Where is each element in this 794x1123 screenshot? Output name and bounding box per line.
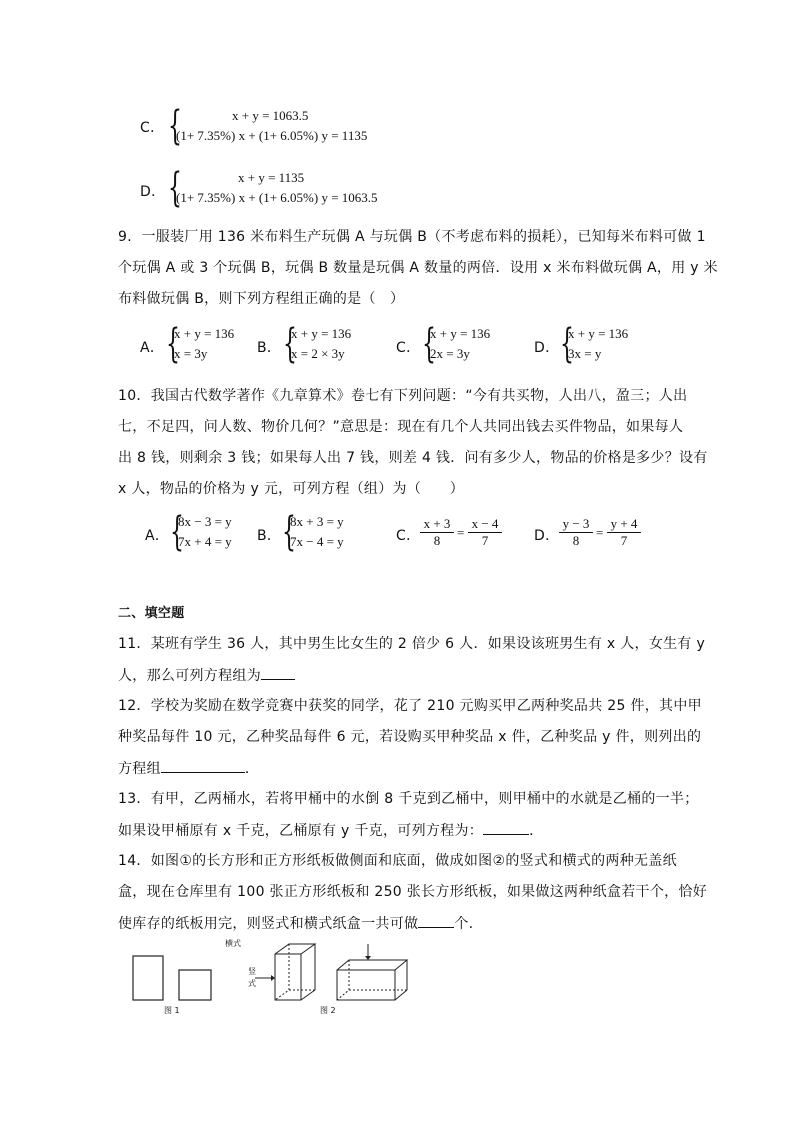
- arrow-head-icon: [271, 975, 275, 981]
- equation-row: 3x = y: [568, 346, 602, 361]
- q14-text: 使库存的纸板用完，则竖式和横式纸盒一共可做: [118, 916, 419, 932]
- q13-text-end: ．: [529, 823, 544, 839]
- q10-text-line: 出 8 钱，则剩余 3 钱；如果每人出 7 钱，则差 4 钱．问有多少人，物品的价格是多少？设有: [118, 450, 708, 466]
- fraction-denominator: 8: [433, 533, 441, 548]
- equation-row: 8x − 3 = y: [178, 514, 232, 529]
- rectangle-board-icon: [133, 956, 163, 1000]
- q10-option-b-system: [282, 509, 362, 555]
- q14-text-end: 个.: [454, 916, 474, 932]
- q14-text-line: 14．如图①的长方形和正方形纸板做侧面和底面，做成如图②的竖式和横式的两种无盖纸: [118, 853, 677, 869]
- q11-text-line: [118, 665, 295, 686]
- q12-text-end: ．: [244, 761, 260, 777]
- q9-text-line: 布料做玩偶 B，则下列方程组正确的是（ ）: [118, 291, 405, 307]
- fraction-denominator: 8: [572, 533, 580, 548]
- fraction: [607, 516, 641, 549]
- equation-row: x + y = 136: [430, 326, 491, 341]
- equation-row: x = 2 × 3y: [291, 346, 345, 361]
- q13-text: 如果设甲桶原有 x 千克，乙桶原有 y 千克，可列方程为：: [118, 823, 484, 839]
- fraction-numerator: x − 4: [468, 516, 502, 533]
- equals-sign: =: [596, 525, 604, 540]
- q13-text-line: 13．有甲，乙两桶水，若将甲桶中的水倒 8 千克到乙桶中，则甲桶中的水就是乙桶的一半；: [118, 791, 699, 807]
- q8-option-c-label: C．: [140, 120, 165, 136]
- equation-row: 8x + 3 = y: [290, 514, 344, 529]
- brace-icon: {: [170, 509, 184, 555]
- figure-caption-1: 图 1: [164, 1006, 180, 1015]
- equals-sign: =: [457, 525, 465, 540]
- arrow-head-icon: [365, 956, 371, 960]
- equation-row: (1+ 7.35%) x + (1+ 6.05%) y = 1063.5: [176, 190, 378, 205]
- q10-text-line: x 人，物品的价格为 y 元，可列方程（组）为（ ）: [118, 481, 465, 497]
- answer-blank[interactable]: [483, 820, 529, 835]
- q10-option-c-label: C．: [396, 528, 421, 544]
- fraction-numerator: x + 3: [420, 516, 454, 533]
- q11-text-line: 11．某班有学生 36 人，其中男生比女生的 2 倍少 6 人．如果设该班男生有 x 人，女生有 y: [118, 636, 706, 652]
- answer-blank[interactable]: [161, 758, 245, 773]
- brace-icon: {: [422, 321, 436, 367]
- fraction: [559, 516, 593, 549]
- section-heading: 二、填空题: [118, 606, 185, 621]
- q14-text-line: 盒，现在仓库里有 100 张正方形纸板和 250 张长方形纸板，如果做这两种纸盒若干个，恰好: [118, 884, 708, 900]
- brace-icon: {: [282, 509, 296, 555]
- equation-row: 2x = 3y: [430, 346, 470, 361]
- horizontal-box-icon: [337, 960, 407, 1000]
- equation-row: x + y = 136: [174, 326, 235, 341]
- q14-text-line: [118, 913, 473, 934]
- q12-text: 方程组: [118, 761, 161, 777]
- brace-icon: {: [283, 321, 297, 367]
- q10-text-line: 10．我国古代数学著作《九章算术》卷七有下列问题：“今有共买物，人出八，盈三；人出: [118, 388, 688, 404]
- q11-text: 人，那么可列方程组为: [118, 668, 261, 684]
- q12-text-line: [118, 758, 259, 779]
- equation-row: x + y = 1063.5: [232, 108, 309, 123]
- q9-text-line: 9．一服装厂用 136 米布料生产玩偶 A 与玩偶 B（不考虑布料的损耗），已知每米布料可做 1: [118, 229, 706, 245]
- q9-option-c-label: C．: [396, 340, 421, 356]
- fraction-denominator: 7: [620, 533, 628, 548]
- fraction-numerator: y + 4: [607, 516, 641, 533]
- brace-icon: {: [560, 321, 574, 367]
- equation-row: x + y = 1135: [238, 170, 305, 185]
- equation-row: x + y = 136: [291, 326, 352, 341]
- q9-option-a-label: A．: [140, 340, 165, 356]
- answer-blank[interactable]: [418, 913, 454, 928]
- q10-option-a-label: A．: [145, 528, 170, 544]
- equation-row: (1+ 7.35%) x + (1+ 6.05%) y = 1135: [176, 128, 368, 143]
- brace-icon: {: [168, 103, 182, 149]
- q9-option-b-label: B．: [257, 340, 282, 356]
- answer-blank[interactable]: [261, 665, 295, 680]
- q9-option-d-system: [560, 321, 650, 367]
- q8-option-d-system: [168, 165, 398, 211]
- q12-text-line: 12．学校为奖励在数学竞赛中获奖的同学，花了 210 元购买甲乙两种奖品共 25 件，其中甲: [118, 698, 702, 714]
- q10-option-b-label: B．: [257, 528, 282, 544]
- figure-label-vertical: 竖式: [248, 967, 256, 988]
- figure-caption-2: 图 2: [320, 1006, 336, 1015]
- q8-option-c-system: [168, 103, 398, 149]
- q8-option-d-label: D．: [140, 184, 166, 200]
- q9-option-d-label: D．: [534, 340, 560, 356]
- q10-text-line: 七，不足四，问人数、物价几何？”意思是：现在有几个人共同出钱去买件物品，如果每人: [118, 419, 684, 435]
- fraction-numerator: y − 3: [559, 516, 593, 533]
- q9-text-line: 个玩偶 A 或 3 个玩偶 B，玩偶 B 数量是玩偶 A 数量的两倍．设用 x 米布料做玩偶 A，用 y 米: [118, 260, 718, 276]
- equation-row: x + y = 136: [568, 326, 629, 341]
- q9-option-a-system: [166, 321, 256, 367]
- brace-icon: {: [168, 165, 182, 211]
- fraction: [420, 516, 454, 549]
- brace-icon: {: [166, 321, 180, 367]
- equation-row: 7x + 4 = y: [178, 534, 232, 549]
- equation-row: 7x − 4 = y: [290, 534, 344, 549]
- q10-option-d-label: D．: [534, 528, 560, 544]
- fraction: [468, 516, 502, 549]
- q13-text-line: [118, 820, 543, 841]
- q9-option-b-system: [283, 321, 373, 367]
- fraction-denominator: 7: [481, 533, 489, 548]
- vertical-box-icon: [275, 944, 315, 1000]
- q9-option-c-system: [422, 321, 512, 367]
- q10-option-a-system: [170, 509, 250, 555]
- square-board-icon: [179, 970, 211, 1000]
- q12-text-line: 种奖品每件 10 元，乙种奖品每件 6 元，若设购买甲种奖品 x 件，乙种奖品 y 件，则列出的: [118, 729, 702, 745]
- figure-label-horizontal: 横式: [225, 939, 241, 948]
- equation-row: x = 3y: [174, 346, 208, 361]
